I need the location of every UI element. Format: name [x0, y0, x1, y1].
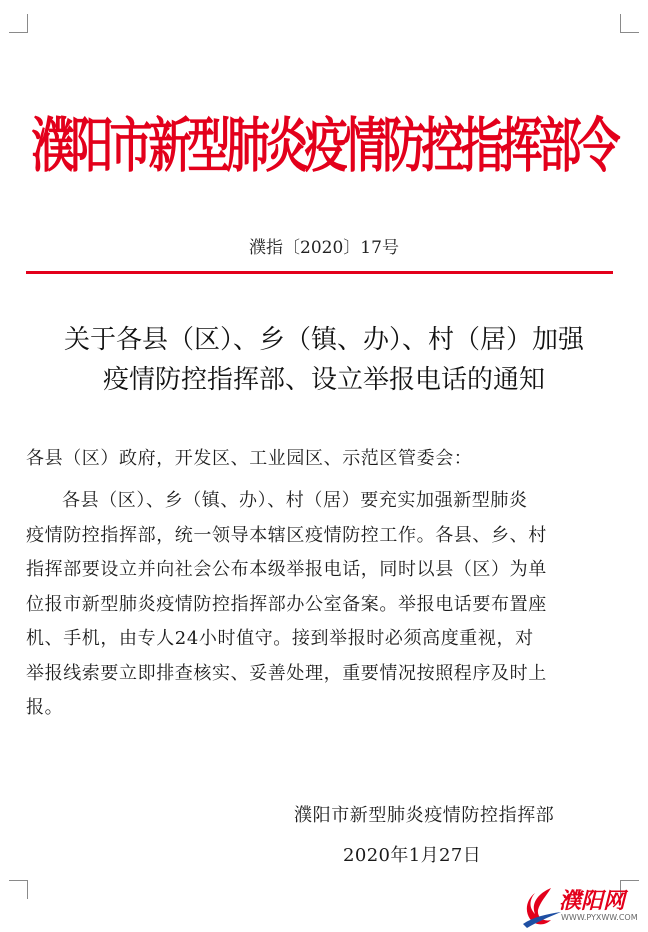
page-corner-mark-top-right: [620, 14, 639, 33]
body-line: 各县（区）、乡（镇、办）、村（居）要充实加强新型肺炎: [62, 490, 528, 511]
document-masthead: 濮阳市新型肺炎疫情防控指挥部令: [31, 112, 617, 182]
issuer-signature: 濮阳市新型肺炎疫情防控指挥部: [294, 805, 555, 826]
page-corner-mark-bottom-left: [9, 880, 28, 899]
notice-body: [26, 484, 620, 726]
notice-title-line: 疫情防控指挥部、设立举报电话的通知: [102, 365, 545, 395]
body-line: 疫情防控指挥部，统一领导本辖区疫情防控工作。各县、乡、村: [26, 524, 547, 546]
body-line: 指挥部要设立并向社会公布本级举报电话，同时以县（区）为单: [26, 559, 547, 580]
body-line: 位报市新型肺炎疫情防控指挥部办公室备案。举报电话要布置座: [26, 593, 547, 615]
body-line: 报。: [26, 697, 64, 718]
addressee-line: 各县（区）政府，开发区、工业园区、示范区管委会：: [26, 448, 473, 469]
red-divider-line: [26, 271, 613, 274]
body-line: 举报线索要立即排查核实、妥善处理，重要情况按照程序及时上: [26, 662, 547, 684]
watermark-site-name: 濮阳网: [559, 889, 626, 914]
issue-date: 2020年1月27日: [343, 845, 482, 866]
flame-swoosh-icon: [521, 884, 563, 930]
notice-title-line: 关于各县（区）、乡（镇、办）、村（居）加强: [63, 325, 584, 355]
body-line: 机、手机，由专人24小时值守。接到举报时必须高度重视，对: [26, 628, 534, 649]
notice-title: [0, 320, 648, 400]
watermark-url: WWW.PYXWW.COM: [561, 913, 638, 922]
page-corner-mark-top-left: [9, 14, 28, 33]
document-number: 濮指〔2020〕17号: [249, 238, 399, 258]
site-watermark: [521, 884, 645, 930]
